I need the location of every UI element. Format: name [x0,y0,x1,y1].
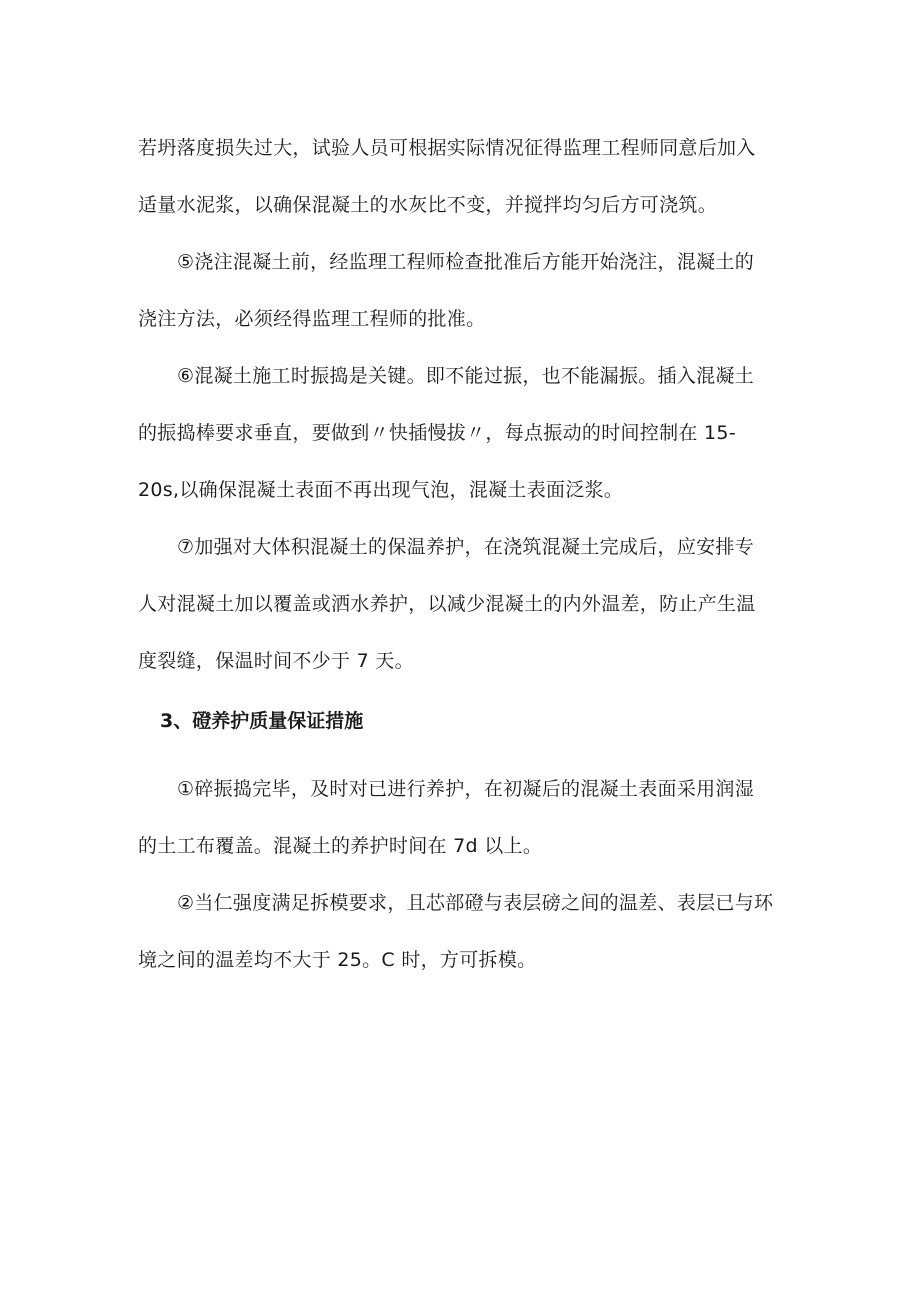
paragraph-line: 20s,以确保混凝土表面不再出现气泡，混凝土表面泛浆。 [138,479,624,501]
paragraph-line: 浇注方法，必须经得监理工程师的批准。 [138,308,486,330]
paragraph-line: ②当仁强度满足拆模要求，且芯部磴与表层磅之间的温差、表层已与环 [177,892,774,914]
paragraph-line: 适量水泥浆，以确保混凝土的水灰比不变，并搅拌均匀后方可浇筑。 [138,194,718,216]
paragraph-line: ⑥混凝土施工时振捣是关键。即不能过振，也不能漏振。插入混凝土 [177,365,755,387]
paragraph-line: 人对混凝土加以覆盖或洒水养护，以减少混凝土的内外温差，防止产生温 [138,593,756,615]
section-heading: 3、磴养护质量保证措施 [160,710,364,732]
paragraph-line: 境之间的温差均不大于 25。C 时，方可拆模。 [138,949,537,971]
paragraph-line: ①碎振捣完毕，及时对已进行养护，在初凝后的混凝土表面采用润湿 [177,778,755,800]
paragraph-line: ⑤浇注混凝土前，经监理工程师检查批准后方能开始浇注，混凝土的 [177,251,755,273]
paragraph-line: 的土工布覆盖。混凝土的养护时间在 7d 以上。 [138,835,543,857]
paragraph-line: 的振捣棒要求垂直，要做到〃快插慢拔〃，每点振动的时间控制在 15- [138,422,736,444]
paragraph-line: 若坍落度损失过大，试验人员可根据实际情况征得监理工程师同意后加入 [138,137,756,159]
paragraph-line: 度裂缝，保温时间不少于 7 天。 [138,650,414,672]
paragraph-line: ⑦加强对大体积混凝土的保温养护，在浇筑混凝土完成后，应安排专 [177,536,755,558]
